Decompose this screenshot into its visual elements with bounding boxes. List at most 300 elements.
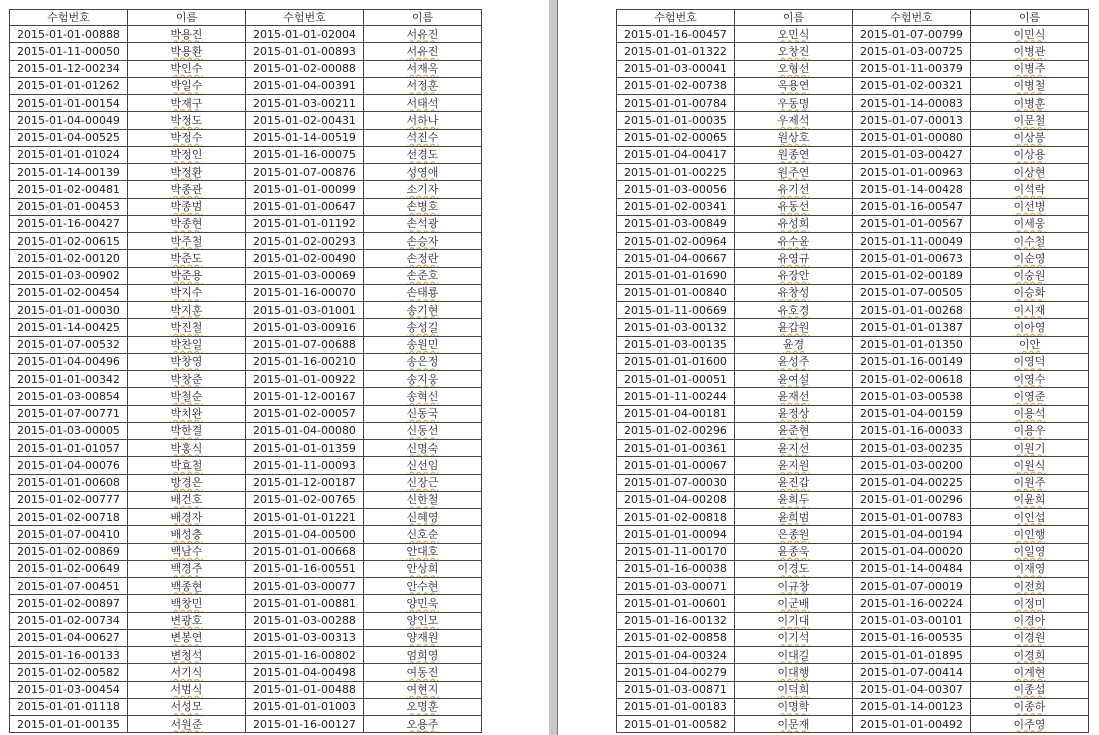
cell-exam-number: 2015-01-02-00869 — [10, 543, 128, 560]
table-row — [10, 457, 482, 474]
cell-exam-number: 2015-01-12-00187 — [246, 474, 364, 491]
table-row — [617, 302, 1089, 319]
cell-name: 이주영 — [971, 716, 1089, 733]
table-row — [617, 526, 1089, 543]
table-row — [10, 595, 482, 612]
cell-name: 이명학 — [735, 698, 853, 715]
cell-name: 선경도 — [364, 146, 482, 163]
table-row — [10, 647, 482, 664]
cell-exam-number: 2015-01-04-00076 — [10, 457, 128, 474]
cell-exam-number: 2015-01-01-00784 — [617, 95, 735, 112]
cell-name: 이대길 — [735, 647, 853, 664]
header-name: 이름 — [364, 10, 482, 26]
cell-exam-number: 2015-01-03-00135 — [617, 336, 735, 353]
cell-name: 안대호 — [364, 543, 482, 560]
cell-exam-number: 2015-01-16-00070 — [246, 284, 364, 301]
cell-exam-number: 2015-01-03-00132 — [617, 319, 735, 336]
cell-name: 유성희 — [735, 215, 853, 232]
cell-exam-number: 2015-01-07-00876 — [246, 164, 364, 181]
cell-name: 박창영 — [128, 353, 246, 370]
header-exam-number: 수험번호 — [853, 10, 971, 26]
roster-table-left — [9, 9, 482, 733]
table-row — [10, 491, 482, 508]
cell-name: 유호경 — [735, 302, 853, 319]
cell-name: 서태석 — [364, 95, 482, 112]
cell-name: 손승자 — [364, 233, 482, 250]
table-row — [10, 284, 482, 301]
table-row — [617, 612, 1089, 629]
cell-exam-number: 2015-01-03-00725 — [853, 43, 971, 60]
cell-name: 윤갑원 — [735, 319, 853, 336]
cell-name: 신혜영 — [364, 509, 482, 526]
cell-exam-number: 2015-01-01-00488 — [246, 681, 364, 698]
cell-exam-number: 2015-01-01-00135 — [10, 716, 128, 733]
cell-name: 이기석 — [735, 629, 853, 646]
cell-name: 변광호 — [128, 612, 246, 629]
cell-name: 여동진 — [364, 664, 482, 681]
table-row — [10, 129, 482, 146]
cell-exam-number: 2015-01-01-00225 — [617, 164, 735, 181]
cell-exam-number: 2015-01-16-00535 — [853, 629, 971, 646]
cell-exam-number: 2015-01-01-01600 — [617, 353, 735, 370]
cell-name: 박종관 — [128, 181, 246, 198]
cell-exam-number: 2015-01-04-00324 — [617, 647, 735, 664]
cell-exam-number: 2015-01-14-00425 — [10, 319, 128, 336]
table-row — [617, 77, 1089, 94]
table-row — [10, 353, 482, 370]
cell-exam-number: 2015-01-03-00871 — [617, 681, 735, 698]
cell-name: 이순영 — [971, 250, 1089, 267]
cell-exam-number: 2015-01-16-00132 — [617, 612, 735, 629]
cell-exam-number: 2015-01-01-00453 — [10, 198, 128, 215]
cell-name: 박용진 — [128, 26, 246, 43]
cell-exam-number: 2015-01-04-00049 — [10, 112, 128, 129]
cell-name: 박종현 — [128, 215, 246, 232]
cell-name: 양재원 — [364, 629, 482, 646]
cell-exam-number: 2015-01-02-00734 — [10, 612, 128, 629]
cell-name: 손태룡 — [364, 284, 482, 301]
table-header-row — [617, 10, 1089, 26]
cell-exam-number: 2015-01-04-00159 — [853, 405, 971, 422]
cell-name: 이영덕 — [971, 353, 1089, 370]
cell-exam-number: 2015-01-04-00279 — [617, 664, 735, 681]
cell-exam-number: 2015-01-16-00547 — [853, 198, 971, 215]
cell-name: 이수철 — [971, 233, 1089, 250]
table-row — [10, 509, 482, 526]
cell-exam-number: 2015-01-03-00005 — [10, 422, 128, 439]
table-row — [10, 371, 482, 388]
table-row — [617, 129, 1089, 146]
cell-exam-number: 2015-01-07-00532 — [10, 336, 128, 353]
table-row — [617, 560, 1089, 577]
cell-exam-number: 2015-01-11-00049 — [853, 233, 971, 250]
table-row — [10, 215, 482, 232]
cell-name: 여현지 — [364, 681, 482, 698]
cell-exam-number: 2015-01-16-00457 — [617, 26, 735, 43]
cell-exam-number: 2015-01-03-00288 — [246, 612, 364, 629]
cell-name: 서재옥 — [364, 60, 482, 77]
cell-name: 양민욱 — [364, 595, 482, 612]
cell-exam-number: 2015-01-02-00738 — [617, 77, 735, 94]
cell-name: 이인섭 — [971, 509, 1089, 526]
cell-name: 이전희 — [971, 578, 1089, 595]
cell-exam-number: 2015-01-01-01221 — [246, 509, 364, 526]
cell-name: 이재영 — [971, 560, 1089, 577]
cell-exam-number: 2015-01-02-00765 — [246, 491, 364, 508]
cell-exam-number: 2015-01-07-00451 — [10, 578, 128, 595]
cell-name: 신선임 — [364, 457, 482, 474]
cell-name: 변청석 — [128, 647, 246, 664]
cell-name: 이병관 — [971, 43, 1089, 60]
cell-exam-number: 2015-01-03-00916 — [246, 319, 364, 336]
cell-exam-number: 2015-01-04-00307 — [853, 681, 971, 698]
cell-name: 안상희 — [364, 560, 482, 577]
cell-exam-number: 2015-01-01-01192 — [246, 215, 364, 232]
table-row — [10, 716, 482, 733]
cell-name: 백남수 — [128, 543, 246, 560]
table-row — [10, 233, 482, 250]
cell-exam-number: 2015-01-01-00608 — [10, 474, 128, 491]
roster-body-left — [10, 26, 482, 733]
cell-name: 이원식 — [971, 457, 1089, 474]
table-row — [10, 474, 482, 491]
table-row — [10, 405, 482, 422]
cell-exam-number: 2015-01-04-00391 — [246, 77, 364, 94]
cell-name: 이경아 — [971, 612, 1089, 629]
cell-name: 박준도 — [128, 250, 246, 267]
cell-name: 원종연 — [735, 146, 853, 163]
cell-exam-number: 2015-01-01-00673 — [853, 250, 971, 267]
cell-exam-number: 2015-01-03-00211 — [246, 95, 364, 112]
cell-exam-number: 2015-01-07-00799 — [853, 26, 971, 43]
table-row — [617, 474, 1089, 491]
table-header-row — [10, 10, 482, 26]
cell-exam-number: 2015-01-04-00496 — [10, 353, 128, 370]
cell-exam-number: 2015-01-01-00492 — [853, 716, 971, 733]
cell-name: 박한결 — [128, 422, 246, 439]
cell-exam-number: 2015-01-16-00033 — [853, 422, 971, 439]
cell-exam-number: 2015-01-01-00601 — [617, 595, 735, 612]
table-row — [617, 681, 1089, 698]
cell-exam-number: 2015-01-14-00519 — [246, 129, 364, 146]
cell-name: 신동선 — [364, 422, 482, 439]
cell-name: 이숭원 — [971, 267, 1089, 284]
cell-exam-number: 2015-01-01-01118 — [10, 698, 128, 715]
table-row — [617, 371, 1089, 388]
cell-exam-number: 2015-01-01-00030 — [10, 302, 128, 319]
cell-name: 백경주 — [128, 560, 246, 577]
cell-name: 원상호 — [735, 129, 853, 146]
cell-exam-number: 2015-01-07-00019 — [853, 578, 971, 595]
cell-exam-number: 2015-01-01-00296 — [853, 491, 971, 508]
cell-name: 이아영 — [971, 319, 1089, 336]
cell-exam-number: 2015-01-01-01057 — [10, 440, 128, 457]
cell-exam-number: 2015-01-01-00963 — [853, 164, 971, 181]
cell-exam-number: 2015-01-01-00582 — [617, 716, 735, 733]
cell-exam-number: 2015-01-16-00127 — [246, 716, 364, 733]
table-row — [617, 164, 1089, 181]
cell-exam-number: 2015-01-04-00194 — [853, 526, 971, 543]
cell-exam-number: 2015-01-01-00647 — [246, 198, 364, 215]
cell-exam-number: 2015-01-03-00454 — [10, 681, 128, 698]
cell-name: 박찬일 — [128, 336, 246, 353]
cell-name: 손병호 — [364, 198, 482, 215]
table-row — [617, 595, 1089, 612]
cell-name: 이세웅 — [971, 215, 1089, 232]
cell-name: 이영준 — [971, 388, 1089, 405]
cell-exam-number: 2015-01-01-01350 — [853, 336, 971, 353]
cell-name: 윤재선 — [735, 388, 853, 405]
cell-exam-number: 2015-01-01-00051 — [617, 371, 735, 388]
cell-name: 유수윤 — [735, 233, 853, 250]
table-row — [10, 578, 482, 595]
cell-exam-number: 2015-01-02-00120 — [10, 250, 128, 267]
cell-exam-number: 2015-01-03-00538 — [853, 388, 971, 405]
header-exam-number: 수험번호 — [617, 10, 735, 26]
cell-exam-number: 2015-01-02-00897 — [10, 595, 128, 612]
cell-name: 신한철 — [364, 491, 482, 508]
cell-name: 이대행 — [735, 664, 853, 681]
cell-name: 원주연 — [735, 164, 853, 181]
cell-exam-number: 2015-01-12-00234 — [10, 60, 128, 77]
table-row — [10, 543, 482, 560]
cell-name: 윤지선 — [735, 440, 853, 457]
cell-name: 유장안 — [735, 267, 853, 284]
table-row — [10, 267, 482, 284]
cell-name: 서원준 — [128, 716, 246, 733]
cell-exam-number: 2015-01-02-00293 — [246, 233, 364, 250]
table-row — [10, 146, 482, 163]
cell-exam-number: 2015-01-07-00688 — [246, 336, 364, 353]
cell-exam-number: 2015-01-01-00922 — [246, 371, 364, 388]
cell-name: 이병훈 — [971, 95, 1089, 112]
cell-name: 안수현 — [364, 578, 482, 595]
cell-name: 이덕희 — [735, 681, 853, 698]
cell-name: 옥용연 — [735, 77, 853, 94]
cell-name: 변봉연 — [128, 629, 246, 646]
cell-name: 윤준현 — [735, 422, 853, 439]
cell-exam-number: 2015-01-02-00858 — [617, 629, 735, 646]
table-row — [617, 664, 1089, 681]
cell-exam-number: 2015-01-02-00065 — [617, 129, 735, 146]
cell-exam-number: 2015-01-04-00667 — [617, 250, 735, 267]
table-row — [617, 319, 1089, 336]
cell-exam-number: 2015-01-02-00296 — [617, 422, 735, 439]
cell-exam-number: 2015-01-14-00428 — [853, 181, 971, 198]
cell-name: 이원주 — [971, 474, 1089, 491]
cell-name: 송지웅 — [364, 371, 482, 388]
table-row — [617, 43, 1089, 60]
table-row — [617, 388, 1089, 405]
cell-name: 이계현 — [971, 664, 1089, 681]
cell-exam-number: 2015-01-04-00498 — [246, 664, 364, 681]
cell-name: 이영수 — [971, 371, 1089, 388]
roster-body-right — [617, 26, 1089, 733]
cell-exam-number: 2015-01-03-00313 — [246, 629, 364, 646]
cell-exam-number: 2015-01-01-01359 — [246, 440, 364, 457]
cell-exam-number: 2015-01-01-00881 — [246, 595, 364, 612]
cell-exam-number: 2015-01-02-00321 — [853, 77, 971, 94]
cell-exam-number: 2015-01-03-00069 — [246, 267, 364, 284]
cell-exam-number: 2015-01-01-01024 — [10, 146, 128, 163]
cell-name: 석진수 — [364, 129, 482, 146]
cell-name: 신호순 — [364, 526, 482, 543]
cell-exam-number: 2015-01-01-00080 — [853, 129, 971, 146]
table-row — [617, 181, 1089, 198]
cell-name: 윤진갑 — [735, 474, 853, 491]
cell-name: 이석락 — [971, 181, 1089, 198]
cell-name: 송은정 — [364, 353, 482, 370]
cell-name: 이경원 — [971, 629, 1089, 646]
cell-name: 송성길 — [364, 319, 482, 336]
cell-name: 방경은 — [128, 474, 246, 491]
cell-exam-number: 2015-01-02-00582 — [10, 664, 128, 681]
cell-name: 이정미 — [971, 595, 1089, 612]
cell-exam-number: 2015-01-03-00427 — [853, 146, 971, 163]
cell-name: 이상봉 — [971, 129, 1089, 146]
cell-name: 오창진 — [735, 43, 853, 60]
cell-name: 성영애 — [364, 164, 482, 181]
cell-name: 이안 — [971, 336, 1089, 353]
header-exam-number: 수험번호 — [246, 10, 364, 26]
cell-name: 박주철 — [128, 233, 246, 250]
table-row — [617, 509, 1089, 526]
table-row — [10, 388, 482, 405]
cell-name: 박일수 — [128, 77, 246, 94]
cell-name: 배성충 — [128, 526, 246, 543]
cell-name: 이병주 — [971, 60, 1089, 77]
cell-name: 소기자 — [364, 181, 482, 198]
table-row — [617, 647, 1089, 664]
cell-name: 우동명 — [735, 95, 853, 112]
table-row — [617, 26, 1089, 43]
cell-exam-number: 2015-01-12-00167 — [246, 388, 364, 405]
cell-exam-number: 2015-01-01-00342 — [10, 371, 128, 388]
header-name: 이름 — [128, 10, 246, 26]
cell-exam-number: 2015-01-01-00154 — [10, 95, 128, 112]
cell-exam-number: 2015-01-03-00854 — [10, 388, 128, 405]
cell-name: 이상용 — [971, 146, 1089, 163]
cell-exam-number: 2015-01-02-00490 — [246, 250, 364, 267]
cell-name: 송기현 — [364, 302, 482, 319]
table-row — [10, 164, 482, 181]
cell-name: 박정환 — [128, 164, 246, 181]
cell-exam-number: 2015-01-11-00669 — [617, 302, 735, 319]
cell-name: 박홍식 — [128, 440, 246, 457]
cell-exam-number: 2015-01-01-00183 — [617, 698, 735, 715]
cell-exam-number: 2015-01-03-00056 — [617, 181, 735, 198]
cell-exam-number: 2015-01-02-00088 — [246, 60, 364, 77]
table-row — [617, 353, 1089, 370]
table-row — [617, 336, 1089, 353]
cell-name: 박정도 — [128, 112, 246, 129]
cell-name: 송혁신 — [364, 388, 482, 405]
cell-exam-number: 2015-01-01-00094 — [617, 526, 735, 543]
cell-exam-number: 2015-01-01-00893 — [246, 43, 364, 60]
cell-name: 백창민 — [128, 595, 246, 612]
cell-exam-number: 2015-01-01-01690 — [617, 267, 735, 284]
cell-exam-number: 2015-01-11-00244 — [617, 388, 735, 405]
cell-name: 유창성 — [735, 284, 853, 301]
table-row — [10, 612, 482, 629]
cell-exam-number: 2015-01-04-00225 — [853, 474, 971, 491]
cell-name: 이병철 — [971, 77, 1089, 94]
table-row — [10, 112, 482, 129]
table-row — [617, 60, 1089, 77]
cell-name: 손석광 — [364, 215, 482, 232]
cell-name: 손정란 — [364, 250, 482, 267]
table-row — [10, 698, 482, 715]
cell-name: 은종원 — [735, 526, 853, 543]
cell-name: 엄희영 — [364, 647, 482, 664]
table-row — [10, 440, 482, 457]
table-row — [10, 198, 482, 215]
cell-name: 이상현 — [971, 164, 1089, 181]
cell-exam-number: 2015-01-01-01387 — [853, 319, 971, 336]
table-row — [10, 43, 482, 60]
table-row — [617, 405, 1089, 422]
cell-exam-number: 2015-01-07-00013 — [853, 112, 971, 129]
cell-name: 윤종욱 — [735, 543, 853, 560]
cell-exam-number: 2015-01-03-01001 — [246, 302, 364, 319]
cell-exam-number: 2015-01-03-00077 — [246, 578, 364, 595]
header-name: 이름 — [971, 10, 1089, 26]
cell-name: 배경자 — [128, 509, 246, 526]
cell-exam-number: 2015-01-01-00268 — [853, 302, 971, 319]
cell-exam-number: 2015-01-03-00235 — [853, 440, 971, 457]
cell-name: 서정훈 — [364, 77, 482, 94]
roster-table-right — [616, 9, 1089, 733]
cell-name: 윤여설 — [735, 371, 853, 388]
cell-exam-number: 2015-01-16-00038 — [617, 560, 735, 577]
cell-name: 박준용 — [128, 267, 246, 284]
header-name: 이름 — [735, 10, 853, 26]
cell-exam-number: 2015-01-16-00149 — [853, 353, 971, 370]
cell-name: 이원기 — [971, 440, 1089, 457]
cell-exam-number: 2015-01-01-01262 — [10, 77, 128, 94]
cell-name: 오명훈 — [364, 698, 482, 715]
cell-exam-number: 2015-01-04-00020 — [853, 543, 971, 560]
cell-exam-number: 2015-01-14-00083 — [853, 95, 971, 112]
cell-name: 신명숙 — [364, 440, 482, 457]
cell-name: 서유진 — [364, 43, 482, 60]
table-row — [617, 578, 1089, 595]
cell-name: 박재구 — [128, 95, 246, 112]
cell-exam-number: 2015-01-04-00525 — [10, 129, 128, 146]
cell-exam-number: 2015-01-16-00224 — [853, 595, 971, 612]
header-exam-number: 수험번호 — [10, 10, 128, 26]
cell-name: 박효철 — [128, 457, 246, 474]
cell-name: 이기대 — [735, 612, 853, 629]
cell-name: 이시재 — [971, 302, 1089, 319]
cell-exam-number: 2015-01-16-00551 — [246, 560, 364, 577]
cell-name: 서성모 — [128, 698, 246, 715]
cell-name: 우제석 — [735, 112, 853, 129]
cell-name: 이규창 — [735, 578, 853, 595]
cell-exam-number: 2015-01-03-00041 — [617, 60, 735, 77]
table-row — [617, 284, 1089, 301]
cell-exam-number: 2015-01-01-00067 — [617, 457, 735, 474]
cell-exam-number: 2015-01-11-00379 — [853, 60, 971, 77]
cell-exam-number: 2015-01-03-00902 — [10, 267, 128, 284]
page-gap — [549, 0, 557, 735]
cell-exam-number: 2015-01-07-00771 — [10, 405, 128, 422]
cell-exam-number: 2015-01-16-00427 — [10, 215, 128, 232]
cell-name: 이용석 — [971, 405, 1089, 422]
cell-name: 송원민 — [364, 336, 482, 353]
table-row — [10, 664, 482, 681]
cell-exam-number: 2015-01-01-00361 — [617, 440, 735, 457]
